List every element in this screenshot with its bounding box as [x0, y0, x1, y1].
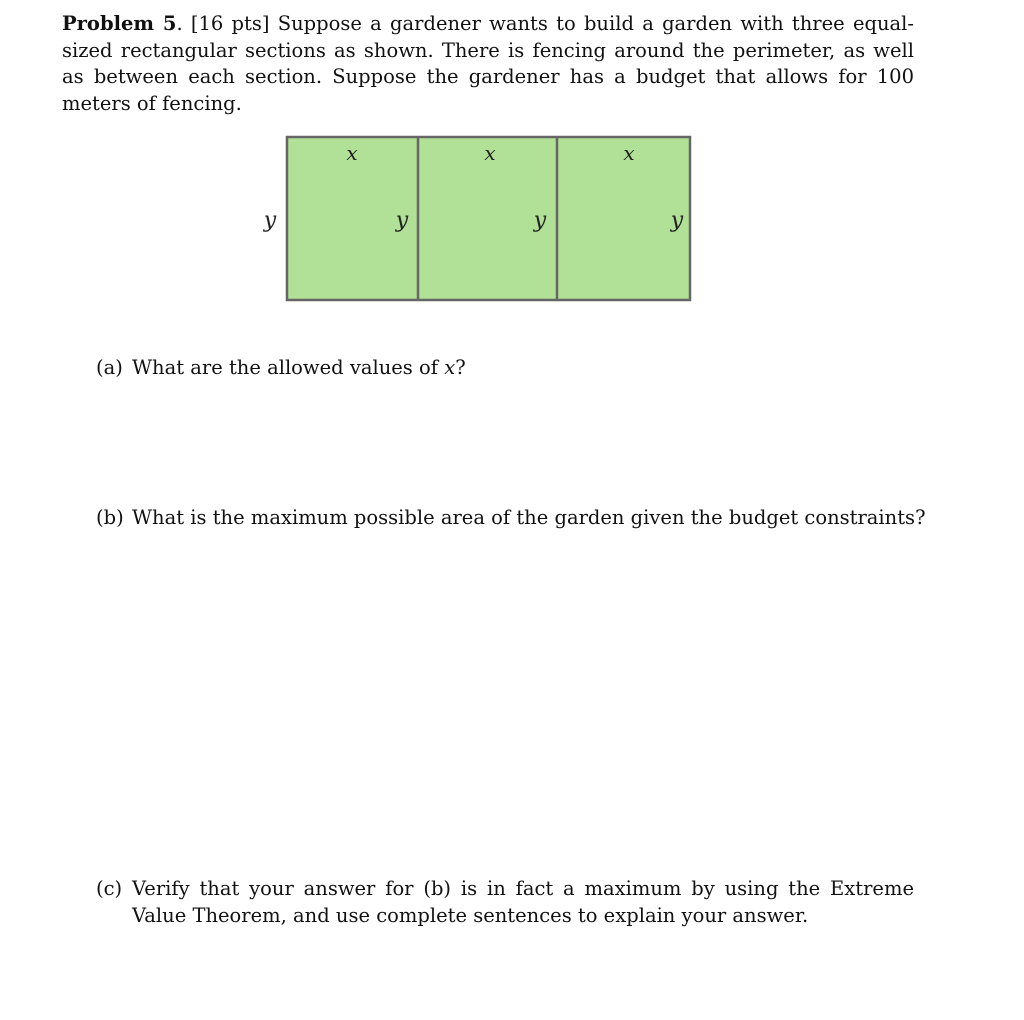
question-a-mark: ?	[455, 356, 466, 379]
top-label-x-1: x	[346, 141, 358, 165]
question-c	[96, 876, 914, 929]
question-a-variable: x	[444, 356, 456, 379]
side-label-y-2: y	[395, 208, 409, 233]
question-c-part: (c)	[96, 877, 123, 900]
problem-points: [16 pts]	[190, 12, 270, 35]
question-a-text: What are the allowed values of	[132, 356, 438, 379]
question-b-part: (b)	[96, 506, 124, 529]
question-a-part: (a)	[96, 356, 123, 379]
question-b-text: What is the maximum possible area of the garden given the budget constraints?	[132, 506, 926, 529]
problem-text: Suppose a gardener wants to build a garden with three equal-sized rectangular sections as shown. There is fencing around the perimeter, as well as between each section. Suppose the gardener has a budget that allows for 100 meters of fencing.	[62, 12, 914, 115]
side-label-y-1: y	[263, 208, 277, 233]
question-a	[96, 355, 466, 382]
top-label-x-2: x	[484, 141, 496, 165]
question-c-text: Verify that your answer for (b) is in fact a maximum by using the Extreme Value Theorem, and use complete sentences to explain your answer.	[132, 877, 914, 927]
garden-diagram	[240, 120, 720, 320]
problem-statement: Problem 5. [16 pts] Suppose a gardener wants to build a garden with three equal-sized rectangular sections as shown. There is fencing around the perimeter, as well as between each section. Suppose the gardener has a budget that allows for 100 meters of fencing.	[62, 12, 914, 115]
top-label-x-3: x	[623, 141, 635, 165]
question-b	[96, 505, 926, 532]
problem-label: Problem 5	[62, 12, 177, 35]
side-label-y-3: y	[533, 208, 547, 233]
side-label-y-4: y	[670, 208, 684, 233]
